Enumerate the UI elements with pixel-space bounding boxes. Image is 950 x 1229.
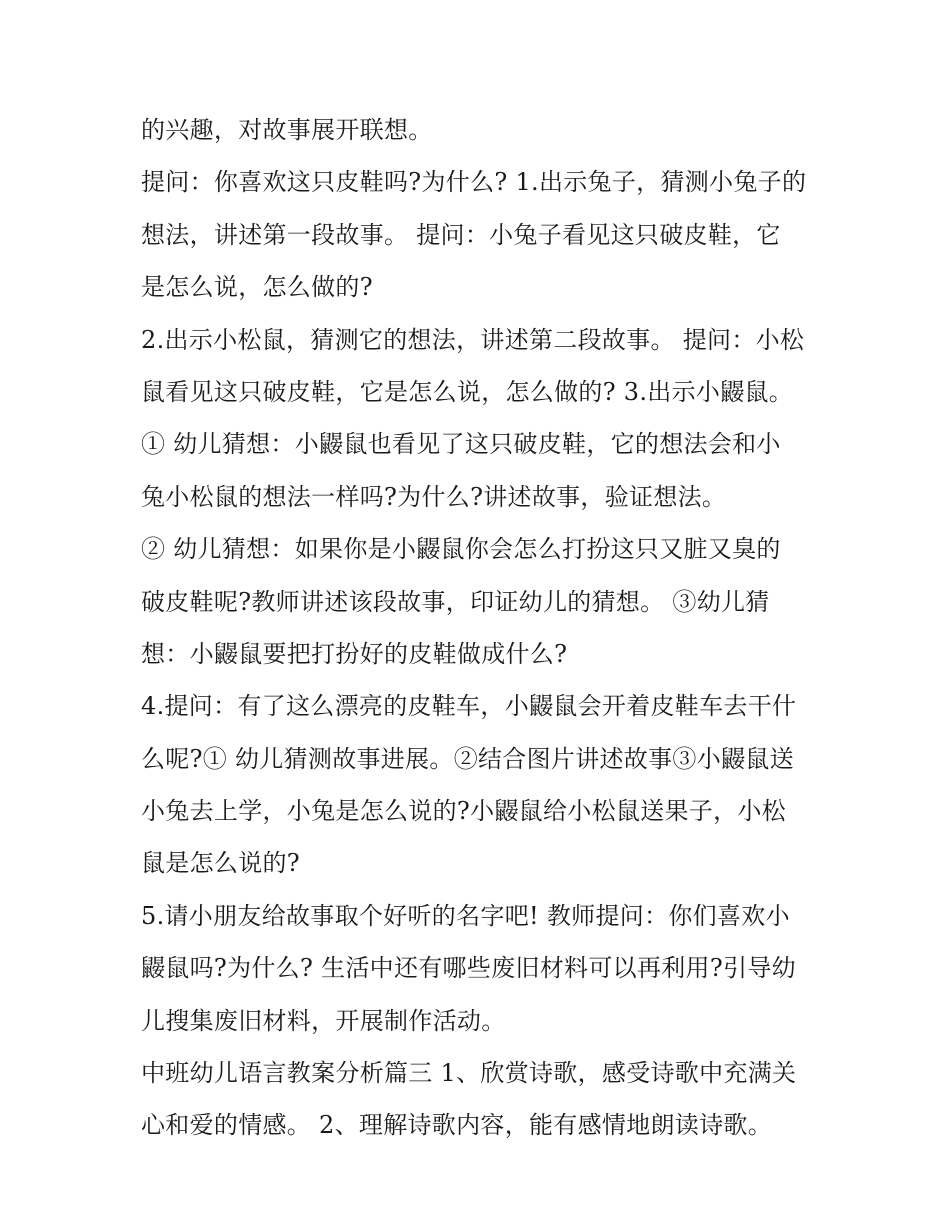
text-line: 小兔去上学，小兔是怎么说的?小鼹鼠给小松鼠送果子，小松 bbox=[141, 797, 786, 826]
text-line: ① 幼儿猜想：小鼹鼠也看见了这只破皮鞋，它的想法会和小 bbox=[141, 430, 781, 459]
text-line: 想：小鼹鼠要把打扮好的皮鞋做成什么? bbox=[141, 639, 568, 668]
text-line: 中班幼儿语言教案分析篇三 1、欣赏诗歌，感受诗歌中充满关 bbox=[141, 1059, 797, 1088]
text-line: 儿搜集废旧材料，开展制作活动。 bbox=[141, 1006, 506, 1035]
text-line: ② 幼儿猜想：如果你是小鼹鼠你会怎么打扮这只又脏又臭的 bbox=[141, 535, 781, 564]
text-line: 鼠是怎么说的? bbox=[141, 849, 300, 878]
text-line: 的兴趣，对故事展开联想。 bbox=[141, 116, 433, 144]
document-body bbox=[141, 104, 821, 1152]
text-line: 想法，讲述第一段故事。 提问：小兔子看见这只破皮鞋，它 bbox=[141, 220, 781, 249]
text-line: 兔小松鼠的想法一样吗?为什么?讲述故事，验证想法。 bbox=[141, 482, 727, 511]
text-line: 4.提问：有了这么漂亮的皮鞋车，小鼹鼠会开着皮鞋车去干什 bbox=[141, 692, 797, 721]
text-line: 是怎么说，怎么做的? bbox=[141, 273, 373, 302]
text-line: 提问：你喜欢这只皮鞋吗?为什么? 1.出示兔子，猜测小兔子的 bbox=[141, 168, 807, 197]
text-line: 鼠看见这只破皮鞋，它是怎么说，怎么做的? 3.出示小鼹鼠。 bbox=[141, 377, 794, 406]
text-line: 心和爱的情感。 2、理解诗歌内容，能有感情地朗读诗歌。 bbox=[141, 1111, 772, 1140]
text-line: 5.请小朋友给故事取个好听的名字吧! 教师提问：你们喜欢小 bbox=[141, 901, 790, 930]
text-line: 鼹鼠吗?为什么? 生活中还有哪些废旧材料可以再利用?引导幼 bbox=[141, 954, 796, 983]
text-line: 破皮鞋呢?教师讲述该段故事，印证幼儿的猜想。 ③幼儿猜 bbox=[141, 587, 770, 616]
text-line: 2.出示小松鼠，猜测它的想法，讲述第二段故事。 提问：小松 bbox=[141, 325, 805, 354]
text-line: 么呢?① 幼儿猜测故事进展。②结合图片讲述故事③小鼹鼠送 bbox=[141, 744, 794, 773]
